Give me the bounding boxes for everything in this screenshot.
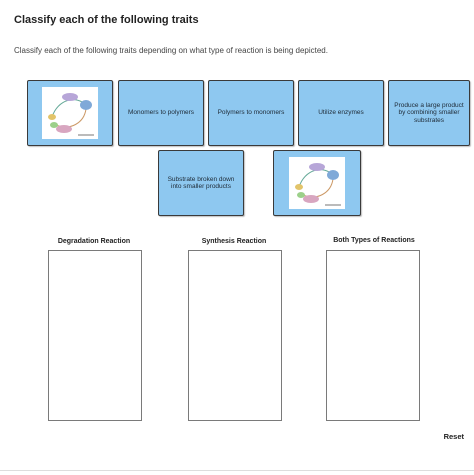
page-title: Classify each of the following traits <box>14 14 199 26</box>
card-label: Polymers to monomers <box>217 109 285 117</box>
category-both-label: Both Types of Reactions <box>333 237 415 244</box>
reaction-diagram-image <box>289 157 345 209</box>
category-synthesis-label: Synthesis Reaction <box>201 238 267 245</box>
card-polymers-to-monomers[interactable] <box>208 80 294 146</box>
category-degradation-label: Degradation Reaction <box>57 238 131 245</box>
card-label: Utilize enzymes <box>318 109 364 117</box>
card-image-1[interactable] <box>27 80 113 146</box>
divider <box>0 470 474 471</box>
dropzone-synthesis[interactable] <box>188 250 282 421</box>
dropzone-both[interactable] <box>326 250 420 421</box>
card-label: Produce a large product by combining smaller substrates <box>394 101 464 124</box>
card-label: Substrate broken down into smaller products <box>167 175 235 190</box>
reset-button[interactable]: Reset <box>443 432 464 441</box>
card-monomers-to-polymers[interactable] <box>118 80 204 146</box>
dropzone-degradation[interactable] <box>48 250 142 421</box>
card-label: Monomers to polymers <box>127 109 195 117</box>
instructions: Classify each of the following traits depending on what type of reaction is being depicted. <box>14 46 328 55</box>
card-utilize-enzymes[interactable] <box>298 80 384 146</box>
card-substrate-broken-down[interactable] <box>158 150 244 216</box>
card-image-2[interactable] <box>273 150 361 216</box>
reaction-diagram-image <box>42 87 98 139</box>
card-produce-large-product[interactable] <box>388 80 470 146</box>
